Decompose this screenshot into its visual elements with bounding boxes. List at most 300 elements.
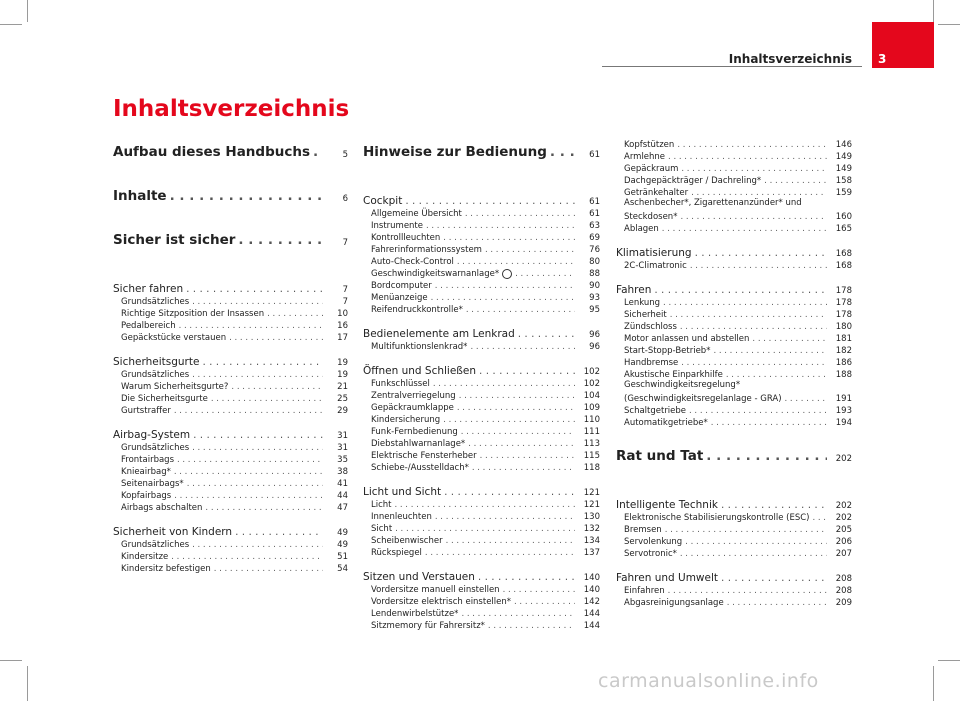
toc-leader-dots — [685, 537, 827, 547]
toc-page-number: 80 — [589, 257, 600, 267]
toc-page-number: 69 — [589, 233, 600, 243]
toc-page-number: 121 — [583, 500, 600, 510]
toc-entry-line: Geschwindigkeitsregelung* — [624, 380, 741, 390]
toc-entry[interactable] — [363, 231, 600, 243]
toc-leader-dots — [503, 585, 575, 595]
toc-entry[interactable] — [113, 331, 348, 343]
toc-page-number: 110 — [583, 415, 600, 425]
toc-entry[interactable] — [113, 489, 348, 501]
toc-entry[interactable] — [113, 354, 348, 368]
toc-page-number: 38 — [337, 467, 348, 477]
toc-entry[interactable] — [616, 186, 852, 198]
toc-page-number: 115 — [583, 451, 600, 461]
toc-leader-dots — [444, 486, 575, 498]
toc-page-number: 96 — [589, 330, 600, 340]
toc-entry[interactable] — [616, 174, 852, 186]
toc-entry[interactable] — [616, 535, 852, 547]
toc-leader-dots — [192, 443, 323, 453]
toc-leader-dots — [663, 298, 827, 308]
toc-entry[interactable] — [363, 619, 600, 631]
toc-entry-title: Grundsätzliches — [121, 540, 190, 550]
toc-page-number: 49 — [337, 540, 348, 550]
toc-page-number: 93 — [589, 293, 600, 303]
crop-mark — [933, 0, 934, 22]
toc-leader-dots — [706, 448, 827, 464]
toc-page-number: 96 — [589, 342, 600, 352]
toc-entry-title: Lenkung — [624, 298, 661, 308]
toc-leader-dots — [680, 322, 827, 332]
toc-entry-title: Warum Sicherheitsgurte? — [121, 382, 229, 392]
toc-entry-title: Gepäckraumklappe — [371, 403, 454, 413]
toc-entry-title: Motor anlassen und abstellen — [624, 334, 750, 344]
toc-entry[interactable] — [363, 510, 600, 522]
toc-entry-title: Kindersitz befestigen — [121, 564, 211, 574]
toc-entry-title: Steckdosen* — [624, 212, 678, 222]
toc-leader-dots — [488, 621, 575, 631]
toc-entry-title: Kindersitze — [121, 552, 169, 562]
toc-leader-dots — [681, 358, 827, 368]
toc-page-number: 121 — [583, 488, 600, 498]
toc-entry[interactable] — [113, 501, 348, 513]
toc-leader-dots — [443, 415, 575, 425]
toc-leader-dots — [677, 140, 827, 150]
toc-entry-title: Geschwindigkeitswarnanlage* — [371, 269, 500, 279]
toc-page-number: 47 — [337, 503, 348, 513]
toc-entry-title: Zündschloss — [624, 322, 677, 332]
crop-mark — [938, 660, 960, 661]
toc-page-number: 118 — [583, 463, 600, 473]
toc-entry[interactable] — [363, 595, 600, 607]
toc-leader-dots — [654, 284, 827, 296]
toc-entry[interactable] — [363, 255, 600, 267]
toc-page-number: 149 — [835, 164, 852, 174]
emission-seal-icon — [502, 269, 512, 279]
toc-leader-dots — [202, 356, 323, 368]
toc-entry-title: Getränkehalter — [624, 188, 689, 198]
toc-entry-title: Einfahren — [624, 586, 665, 596]
toc-page-number: 207 — [835, 549, 852, 559]
toc-leader-dots — [395, 500, 576, 510]
toc-page-number: 191 — [835, 394, 852, 404]
toc-entry[interactable] — [113, 226, 348, 248]
toc-entry[interactable] — [616, 210, 852, 222]
toc-entry[interactable] — [113, 138, 348, 160]
toc-entry[interactable] — [363, 389, 600, 401]
toc-entry[interactable] — [363, 193, 600, 207]
toc-entry[interactable] — [616, 570, 852, 584]
toc-entry-title: Aufbau dieses Handbuchs — [113, 144, 310, 160]
toc-page-number: 160 — [835, 212, 852, 222]
toc-leader-dots — [726, 370, 827, 380]
toc-entry[interactable] — [363, 138, 600, 160]
toc-page-number: 76 — [589, 245, 600, 255]
toc-leader-dots — [468, 439, 575, 449]
toc-page-number: 178 — [835, 298, 852, 308]
toc-page-number: 159 — [835, 188, 852, 198]
toc-entry-title: Bordcomputer — [371, 281, 432, 291]
toc-leader-dots — [470, 342, 575, 352]
toc-leader-dots — [235, 526, 323, 538]
toc-entry[interactable] — [363, 326, 600, 340]
toc-entry[interactable] — [363, 583, 600, 595]
toc-entry-title: Intelligente Technik — [616, 499, 718, 511]
toc-leader-dots — [214, 564, 323, 574]
toc-leader-dots — [205, 503, 323, 513]
toc-page-number: 132 — [583, 524, 600, 534]
toc-entry[interactable] — [616, 416, 852, 428]
toc-leader-dots — [186, 283, 323, 295]
toc-page-number: 61 — [589, 150, 600, 160]
toc-entry[interactable] — [363, 449, 600, 461]
toc-entry[interactable] — [113, 307, 348, 319]
toc-entry[interactable] — [616, 138, 852, 150]
toc-entry[interactable] — [363, 413, 600, 425]
toc-entry[interactable] — [616, 596, 852, 608]
toc-entry[interactable] — [616, 150, 852, 162]
toc-entry[interactable] — [616, 320, 852, 332]
toc-page-number: 109 — [583, 403, 600, 413]
toc-entry-title: Diebstahlwarnanlage* — [371, 439, 466, 449]
toc-entry-title: Sicht — [371, 524, 393, 534]
toc-entry-title: Start-Stopp-Betrieb* — [624, 346, 711, 356]
toc-entry[interactable] — [616, 344, 852, 356]
toc-entry[interactable] — [363, 401, 600, 413]
toc-column-2 — [363, 138, 600, 631]
toc-leader-dots — [229, 333, 323, 343]
toc-entry[interactable] — [113, 538, 348, 550]
toc-leader-dots — [177, 455, 323, 465]
toc-entry-title: Innenleuchten — [371, 512, 432, 522]
toc-entry[interactable] — [616, 368, 852, 380]
toc-page-number: 41 — [337, 479, 348, 489]
toc-leader-dots — [518, 328, 575, 340]
toc-leader-dots — [668, 586, 827, 596]
toc-page-number: 193 — [835, 406, 852, 416]
toc-page-number: 146 — [835, 140, 852, 150]
toc-entry-title: Automatikgetriebe* — [624, 418, 708, 428]
toc-entry[interactable] — [113, 281, 348, 295]
toc-leader-dots — [211, 394, 323, 404]
toc-entry[interactable] — [616, 392, 852, 404]
toc-leader-dots — [478, 571, 575, 583]
toc-entry[interactable] — [363, 243, 600, 255]
toc-entry-title: (Geschwindigkeitsregelanlage - GRA) — [624, 394, 782, 404]
toc-entry-title: Klimatisierung — [616, 247, 692, 259]
toc-leader-dots — [174, 406, 323, 416]
toc-page-number: 61 — [589, 197, 600, 207]
toc-column-3 — [616, 138, 852, 608]
toc-page-number: 208 — [835, 586, 852, 596]
toc-entry-title: Airbag-System — [113, 429, 191, 441]
toc-leader-dots — [812, 513, 827, 523]
toc-entry[interactable] — [616, 547, 852, 559]
toc-page-number: 90 — [589, 281, 600, 291]
toc-leader-dots — [446, 536, 575, 546]
toc-entry-title: Scheibenwischer — [371, 536, 443, 546]
toc-entry-title: Akustische Einparkhilfe — [624, 370, 723, 380]
toc-entry-title: Fahren und Umwelt — [616, 572, 719, 584]
toc-entry-title: Grundsätzliches — [121, 297, 190, 307]
toc-page-number: 7 — [342, 297, 348, 307]
toc-page-number: 182 — [835, 346, 852, 356]
toc-entry-title: Multifunktionslenkrad* — [371, 342, 468, 352]
toc-entry[interactable] — [113, 453, 348, 465]
toc-entry-title: Gurtstraffer — [121, 406, 171, 416]
toc-leader-dots — [435, 512, 575, 522]
toc-leader-dots — [174, 467, 323, 477]
toc-page-number: 19 — [337, 358, 348, 368]
toc-entry-title: Hinweise zur Bedienung — [363, 144, 547, 160]
page-title: Inhaltsverzeichnis — [113, 96, 350, 122]
toc-entry[interactable] — [616, 511, 852, 523]
watermark: carmanualsonline.info — [598, 670, 819, 692]
toc-entry-title: Inhalte — [113, 188, 167, 204]
toc-entry[interactable] — [113, 441, 348, 453]
toc-entry[interactable] — [616, 259, 852, 271]
toc-entry-title: Cockpit — [363, 195, 403, 207]
toc-leader-dots — [171, 552, 323, 562]
toc-entry[interactable] — [363, 522, 600, 534]
toc-page-number: 25 — [337, 394, 348, 404]
toc-page-number: 181 — [835, 334, 852, 344]
toc-entry-title: Fahrerinformationssystem — [371, 245, 482, 255]
toc-leader-dots — [461, 427, 575, 437]
toc-entry-title: Lendenwirbelstütze* — [371, 609, 459, 619]
toc-leader-dots — [267, 309, 323, 319]
toc-leader-dots — [457, 403, 575, 413]
toc-page-number: 144 — [583, 621, 600, 631]
toc-page-number: 6 — [342, 194, 348, 204]
crop-mark — [27, 0, 28, 22]
toc-entry[interactable] — [616, 296, 852, 308]
crop-mark — [0, 24, 22, 25]
toc-entry[interactable] — [363, 279, 600, 291]
toc-column-1 — [113, 138, 348, 574]
toc-entry[interactable] — [363, 607, 600, 619]
toc-leader-dots — [192, 297, 323, 307]
toc-entry-title: Licht — [371, 500, 392, 510]
toc-page-number: 17 — [337, 333, 348, 343]
toc-entry-line: Aschenbecher*, Zigarettenanzünder* und — [624, 198, 802, 208]
toc-page-number: 142 — [583, 597, 600, 607]
toc-entry-title: Armlehne — [624, 152, 666, 162]
toc-page-number: 7 — [342, 238, 348, 248]
toc-page-number: 180 — [835, 322, 852, 332]
toc-leader-dots — [665, 525, 827, 535]
toc-entry[interactable] — [113, 295, 348, 307]
toc-entry-title: Dachgepäckträger / Dachreling* — [624, 176, 762, 186]
toc-entry[interactable] — [113, 465, 348, 477]
toc-entry[interactable] — [113, 182, 348, 204]
toc-entry[interactable] — [616, 308, 852, 320]
toc-leader-dots — [170, 188, 323, 204]
toc-page-number: 144 — [583, 609, 600, 619]
toc-entry[interactable] — [363, 377, 600, 389]
toc-entry[interactable] — [363, 303, 600, 315]
toc-entry-title: Kindersicherung — [371, 415, 441, 425]
toc-page-number: 102 — [583, 379, 600, 389]
toc-entry[interactable] — [113, 562, 348, 574]
toc-leader-dots — [192, 540, 323, 550]
toc-entry[interactable] — [113, 404, 348, 416]
toc-leader-dots — [461, 609, 575, 619]
toc-entry[interactable] — [363, 546, 600, 558]
toc-leader-dots — [426, 221, 575, 231]
toc-entry[interactable] — [113, 319, 348, 331]
toc-page-number: 7 — [342, 285, 348, 295]
toc-entry-title: Schaltgetriebe — [624, 406, 687, 416]
toc-page-number: 49 — [337, 528, 348, 538]
header-rule — [602, 66, 862, 67]
toc-entry-title: Elektrische Fensterheber — [371, 451, 477, 461]
toc-entry-title: Servotronic* — [624, 549, 677, 559]
toc-entry-title: Schiebe-/Ausstelldach* — [371, 463, 469, 473]
toc-leader-dots — [395, 524, 575, 534]
toc-leader-dots — [480, 451, 575, 461]
toc-page-number: 188 — [835, 370, 852, 380]
toc-entry-title: Kopfstützen — [624, 140, 675, 150]
toc-page-number: 202 — [835, 513, 852, 523]
toc-entry-title: Rückspiegel — [371, 548, 422, 558]
toc-entry[interactable] — [113, 392, 348, 404]
toc-entry[interactable] — [113, 427, 348, 441]
toc-page-number: 44 — [337, 491, 348, 501]
toc-page-number: 202 — [835, 454, 852, 464]
toc-entry-title: Airbags abschalten — [121, 503, 203, 513]
toc-entry[interactable] — [363, 461, 600, 473]
toc-entry[interactable] — [363, 484, 600, 498]
toc-leader-dots — [431, 293, 575, 303]
toc-leader-dots — [479, 365, 575, 377]
toc-page-number: 31 — [337, 443, 348, 453]
toc-page-number: 31 — [337, 431, 348, 441]
toc-entry[interactable] — [113, 477, 348, 489]
toc-entry-title: Pedalbereich — [121, 321, 176, 331]
toc-page-number: 137 — [583, 548, 600, 558]
toc-entry-title: Servolenkung — [624, 537, 683, 547]
toc-entry[interactable] — [616, 404, 852, 416]
toc-leader-dots — [515, 269, 575, 279]
toc-page-number: 130 — [583, 512, 600, 522]
toc-entry[interactable] — [113, 550, 348, 562]
toc-leader-dots — [435, 281, 575, 291]
toc-page-number: 5 — [342, 150, 348, 160]
toc-entry-title: Handbremse — [624, 358, 679, 368]
toc-entry[interactable] — [616, 356, 852, 368]
toc-entry[interactable] — [113, 524, 348, 538]
toc-entry[interactable] — [616, 523, 852, 535]
toc-leader-dots — [668, 152, 827, 162]
toc-leader-dots — [193, 429, 323, 441]
toc-page-number: 16 — [337, 321, 348, 331]
toc-entry[interactable] — [616, 162, 852, 174]
toc-entry-title: Sicherheit von Kindern — [113, 526, 233, 538]
toc-entry[interactable] — [616, 222, 852, 234]
toc-entry-title: Licht und Sicht — [363, 486, 442, 498]
toc-leader-dots — [313, 144, 323, 160]
toc-entry[interactable] — [363, 534, 600, 546]
toc-page-number: 104 — [583, 391, 600, 401]
toc-entry-title: Funk-Fernbedienung — [371, 427, 458, 437]
toc-entry-title: Gepäckraum — [624, 164, 679, 174]
toc-page-number: 202 — [835, 501, 852, 511]
toc-entry[interactable] — [363, 291, 600, 303]
toc-entry-title: Funkschlüssel — [371, 379, 430, 389]
toc-leader-dots — [691, 188, 827, 198]
toc-entry[interactable] — [113, 368, 348, 380]
toc-page-number: 178 — [835, 286, 852, 296]
toc-entry-title: Auto-Check-Control — [371, 257, 454, 267]
toc-entry[interactable] — [363, 340, 600, 352]
toc-entry[interactable] — [616, 442, 852, 464]
toc-entry-title: Abgasreinigungsanlage — [624, 598, 724, 608]
toc-entry-title: Reifendruckkontrolle* — [371, 305, 463, 315]
toc-entry[interactable] — [363, 437, 600, 449]
toc-entry-title: Frontairbags — [121, 455, 174, 465]
toc-page-number: 205 — [835, 525, 852, 535]
toc-entry[interactable] — [363, 207, 600, 219]
toc-page-number: 29 — [337, 406, 348, 416]
toc-page-number: 140 — [583, 573, 600, 583]
toc-entry[interactable] — [363, 569, 600, 583]
toc-leader-dots — [752, 334, 827, 344]
toc-leader-dots — [690, 261, 827, 271]
toc-leader-dots — [785, 394, 827, 404]
toc-leader-dots — [550, 144, 575, 160]
toc-page-number: 111 — [583, 427, 600, 437]
toc-leader-dots — [443, 233, 575, 243]
toc-entry[interactable] — [113, 380, 348, 392]
toc-entry-title: Sitzen und Verstauen — [363, 571, 475, 583]
toc-entry-title: Öffnen und Schließen — [363, 365, 477, 377]
toc-leader-dots — [721, 499, 827, 511]
toc-entry-title: Bedienelemente am Lenkrad — [363, 328, 515, 340]
toc-entry-title: Fahren — [616, 284, 652, 296]
toc-entry-title: Richtige Sitzposition der Insassen — [121, 309, 265, 319]
toc-entry-title: Allgemeine Übersicht — [371, 209, 462, 219]
toc-leader-dots — [457, 257, 575, 267]
toc-entry-title: Ablagen — [624, 224, 659, 234]
toc-page-number: 158 — [835, 176, 852, 186]
toc-entry[interactable] — [363, 363, 600, 377]
toc-leader-dots — [174, 491, 323, 501]
toc-entry-title: Vordersitze elektrisch einstellen* — [371, 597, 512, 607]
toc-entry[interactable] — [616, 282, 852, 296]
toc-entry[interactable] — [363, 425, 600, 437]
toc-leader-dots — [179, 321, 323, 331]
toc-entry-title: Rat und Tat — [616, 448, 704, 464]
toc-page-number: 63 — [589, 221, 600, 231]
toc-page-number: 168 — [835, 261, 852, 271]
toc-leader-dots — [764, 176, 827, 186]
toc-leader-dots — [727, 598, 827, 608]
toc-entry[interactable] — [616, 497, 852, 511]
toc-page-number: 61 — [589, 209, 600, 219]
toc-page-number: 140 — [583, 585, 600, 595]
toc-leader-dots — [485, 245, 575, 255]
toc-entry[interactable] — [616, 332, 852, 344]
toc-leader-dots — [721, 572, 827, 584]
toc-page-number: 168 — [835, 249, 852, 259]
toc-entry[interactable] — [616, 245, 852, 259]
toc-entry[interactable] — [363, 219, 600, 231]
toc-entry[interactable] — [616, 584, 852, 596]
toc-entry-title: Sicher ist sicher — [113, 232, 236, 248]
page-number: 3 — [878, 52, 887, 66]
toc-entry[interactable] — [363, 267, 600, 279]
toc-page-number: 186 — [835, 358, 852, 368]
toc-entry[interactable] — [363, 498, 600, 510]
